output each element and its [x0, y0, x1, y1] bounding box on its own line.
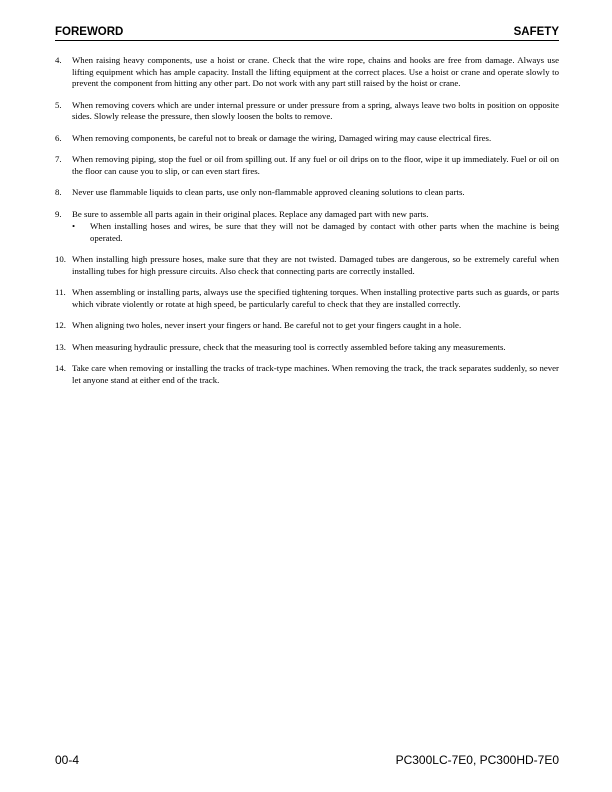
bullet-icon: • [72, 221, 76, 231]
item-number: 12. [55, 320, 66, 330]
page-footer [55, 753, 559, 767]
list-item [55, 342, 559, 354]
item-text: Never use flammable liquids to clean parts, use only non-flammable approved cleaning solutions to clean parts. [72, 187, 465, 197]
item-number: 14. [55, 363, 66, 373]
list-item [55, 154, 559, 177]
item-text: When removing covers which are under internal pressure or under pressure from a spring, always leave two bolts in position on opposite sides. Slowly release the pressure, then slowly loosen the bolts to remove. [72, 99, 559, 121]
page-header [55, 26, 559, 41]
item-text: When removing piping, stop the fuel or oil from spilling out. If any fuel or oil drips on to the floor, wipe it up immediately. Fuel or oil on the floor can cause you to slip, or can even start fires. [72, 154, 559, 176]
item-number: 5. [55, 99, 62, 110]
list-item [55, 55, 559, 90]
item-text: When installing high pressure hoses, make sure that they are not twisted. Damaged tubes are dangerous, so be extremely careful when installing tubes for high pressure circuits. Also check that connecting parts are correctly installed. [72, 254, 559, 276]
item-text: When assembling or installing parts, always use the specified tightening torques. When installing protective parts such as guards, or parts which vibrate violently or rotate at high speed, be particularly careful to check that they are installed correctly. [72, 287, 559, 309]
item-text: Be sure to assemble all parts again in their original places. Replace any damaged part with new parts. [72, 208, 429, 219]
item-text: When removing components, be careful not to break or damage the wiring, Damaged wiring may cause electrical fires. [72, 132, 492, 143]
item-number: 6. [55, 132, 62, 143]
page-number: 00-4 [55, 753, 80, 767]
model-numbers: PC300LC-7E0, PC300HD-7E0 [395, 753, 559, 767]
item-number: 13. [55, 341, 66, 352]
list-item [55, 100, 559, 123]
safety-list [55, 55, 559, 396]
list-item [55, 287, 559, 310]
item-number: 4. [55, 55, 62, 65]
item-text: When aligning two holes, never insert your fingers or hand. Be careful not to get your fingers caught in a hole. [72, 320, 462, 330]
list-item [55, 320, 559, 332]
item-number: 7. [55, 154, 62, 164]
list-item [55, 209, 559, 245]
list-item [55, 133, 559, 145]
list-item [55, 254, 559, 277]
item-text: When raising heavy components, use a hoist or crane. Check that the wire rope, chains and hooks are free from damage. Always use lifting equipment which has ample capacity. Install the lifting equipment at the correct places. Use a hoist or crane and operate slowly to prevent the component from hitting any other part. Do not work with any part still raised by the hoist or crane. [72, 55, 559, 88]
section-title: FOREWORD [55, 26, 124, 38]
item-number: 10. [55, 254, 66, 264]
item-number: 9. [55, 208, 62, 219]
item-text: Take care when removing or installing the tracks of track-type machines. When removing the track, the track separates suddenly, so never let anyone stand at either end of the track. [72, 363, 559, 385]
item-number: 11. [55, 287, 66, 297]
item-number: 8. [55, 187, 62, 197]
sub-item-text: When installing hoses and wires, be sure that they will not be damaged by contact with other parts when the machine is being operated. [90, 221, 559, 243]
list-item [55, 187, 559, 199]
list-item [55, 363, 559, 386]
item-text: When measuring hydraulic pressure, check that the measuring tool is correctly assembled before taking any measurements. [72, 341, 506, 352]
sub-list-item [72, 221, 559, 244]
chapter-title: SAFETY [513, 26, 559, 38]
